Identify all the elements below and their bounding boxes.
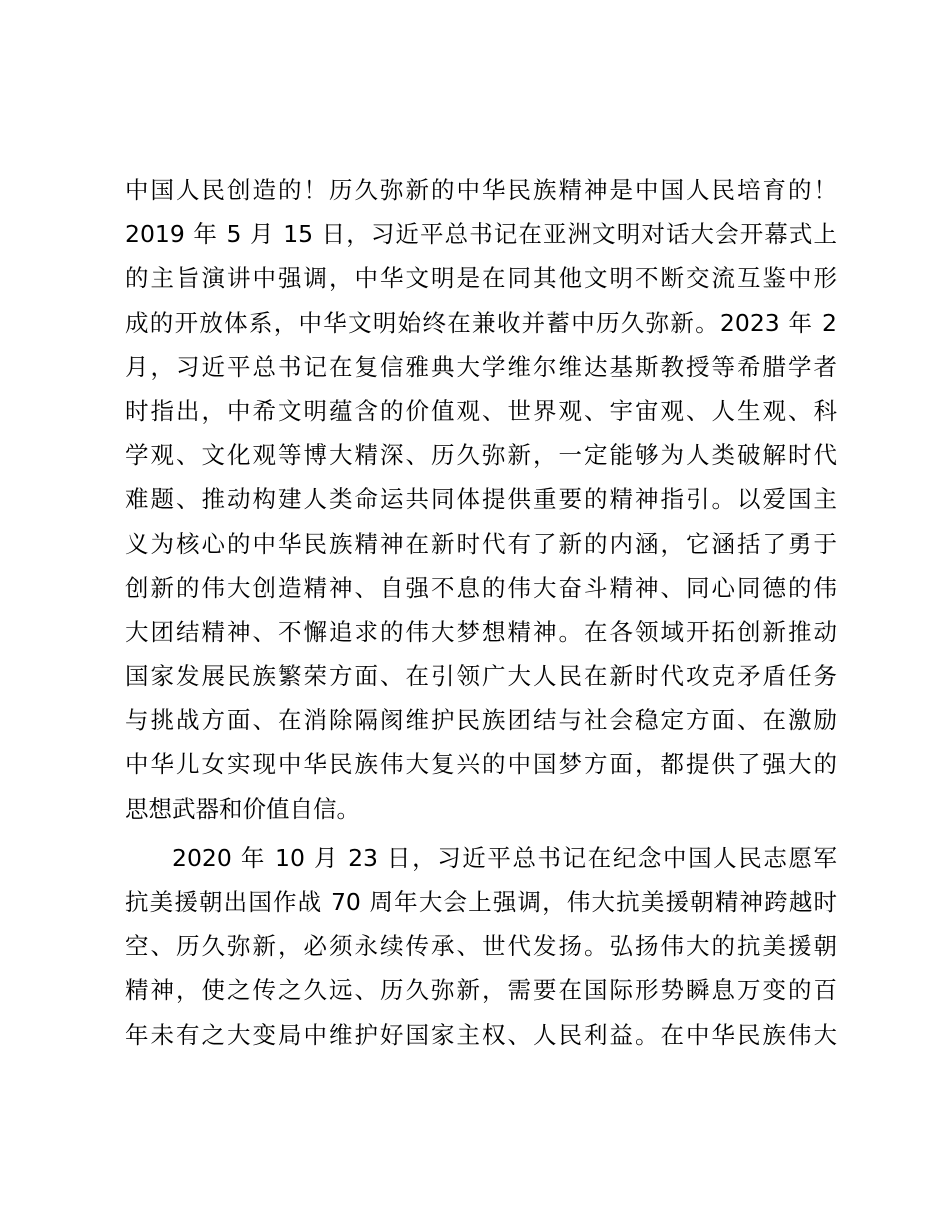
text-line: 与挑战方面、在消除隔阂维护民族团结与社会稳定方面、在激励 bbox=[125, 706, 837, 735]
paragraph-2 bbox=[125, 836, 837, 1057]
text-line: 难题、推动构建人类命运共同体提供重要的精神指引。以爱国主 bbox=[125, 485, 837, 514]
text-line: 年未有之大变局中维护好国家主权、人民利益。在中华民族伟大 bbox=[125, 1020, 837, 1049]
text-line: 时指出，中希文明蕴含的价值观、世界观、宇宙观、人生观、科 bbox=[125, 396, 837, 425]
text-line: 的主旨演讲中强调，中华文明是在同其他文明不断交流互鉴中形 bbox=[125, 264, 837, 293]
text-line: 月，习近平总书记在复信雅典大学维尔维达基斯教授等希腊学者 bbox=[125, 352, 837, 381]
text-line: 2020 年 10 月 23 日，习近平总书记在纪念中国人民志愿军 bbox=[172, 843, 837, 872]
body-text bbox=[125, 168, 837, 1057]
text-line: 精神，使之传之久远、历久弥新，需要在国际形势瞬息万变的百 bbox=[125, 976, 837, 1005]
text-line: 义为核心的中华民族精神在新时代有了新的内涵，它涵括了勇于 bbox=[125, 529, 837, 558]
text-line: 2019 年 5 月 15 日，习近平总书记在亚洲文明对话大会开幕式上 bbox=[125, 220, 837, 249]
text-line: 国家发展民族繁荣方面、在引领广大人民在新时代攻克矛盾任务 bbox=[125, 662, 837, 691]
text-line: 空、历久弥新，必须永续传承、世代发扬。弘扬伟大的抗美援朝 bbox=[125, 932, 837, 961]
text-line: 成的开放体系，中华文明始终在兼收并蓄中历久弥新。2023 年 2 bbox=[125, 308, 837, 337]
text-line: 思想武器和价值自信。 bbox=[125, 794, 360, 823]
text-line: 中国人民创造的！历久弥新的中华民族精神是中国人民培育的！ bbox=[125, 176, 837, 204]
text-line: 中华儿女实现中华民族伟大复兴的中国梦方面，都提供了强大的 bbox=[125, 750, 837, 779]
text-line: 学观、文化观等博大精深、历久弥新，一定能够为人类破解时代 bbox=[125, 441, 837, 470]
text-line: 创新的伟大创造精神、自强不息的伟大奋斗精神、同心同德的伟 bbox=[125, 573, 837, 602]
text-line: 大团结精神、不懈追求的伟大梦想精神。在各领域开拓创新推动 bbox=[125, 617, 837, 646]
paragraph-1 bbox=[125, 168, 837, 831]
text-line: 抗美援朝出国作战 70 周年大会上强调，伟大抗美援朝精神跨越时 bbox=[125, 888, 837, 916]
